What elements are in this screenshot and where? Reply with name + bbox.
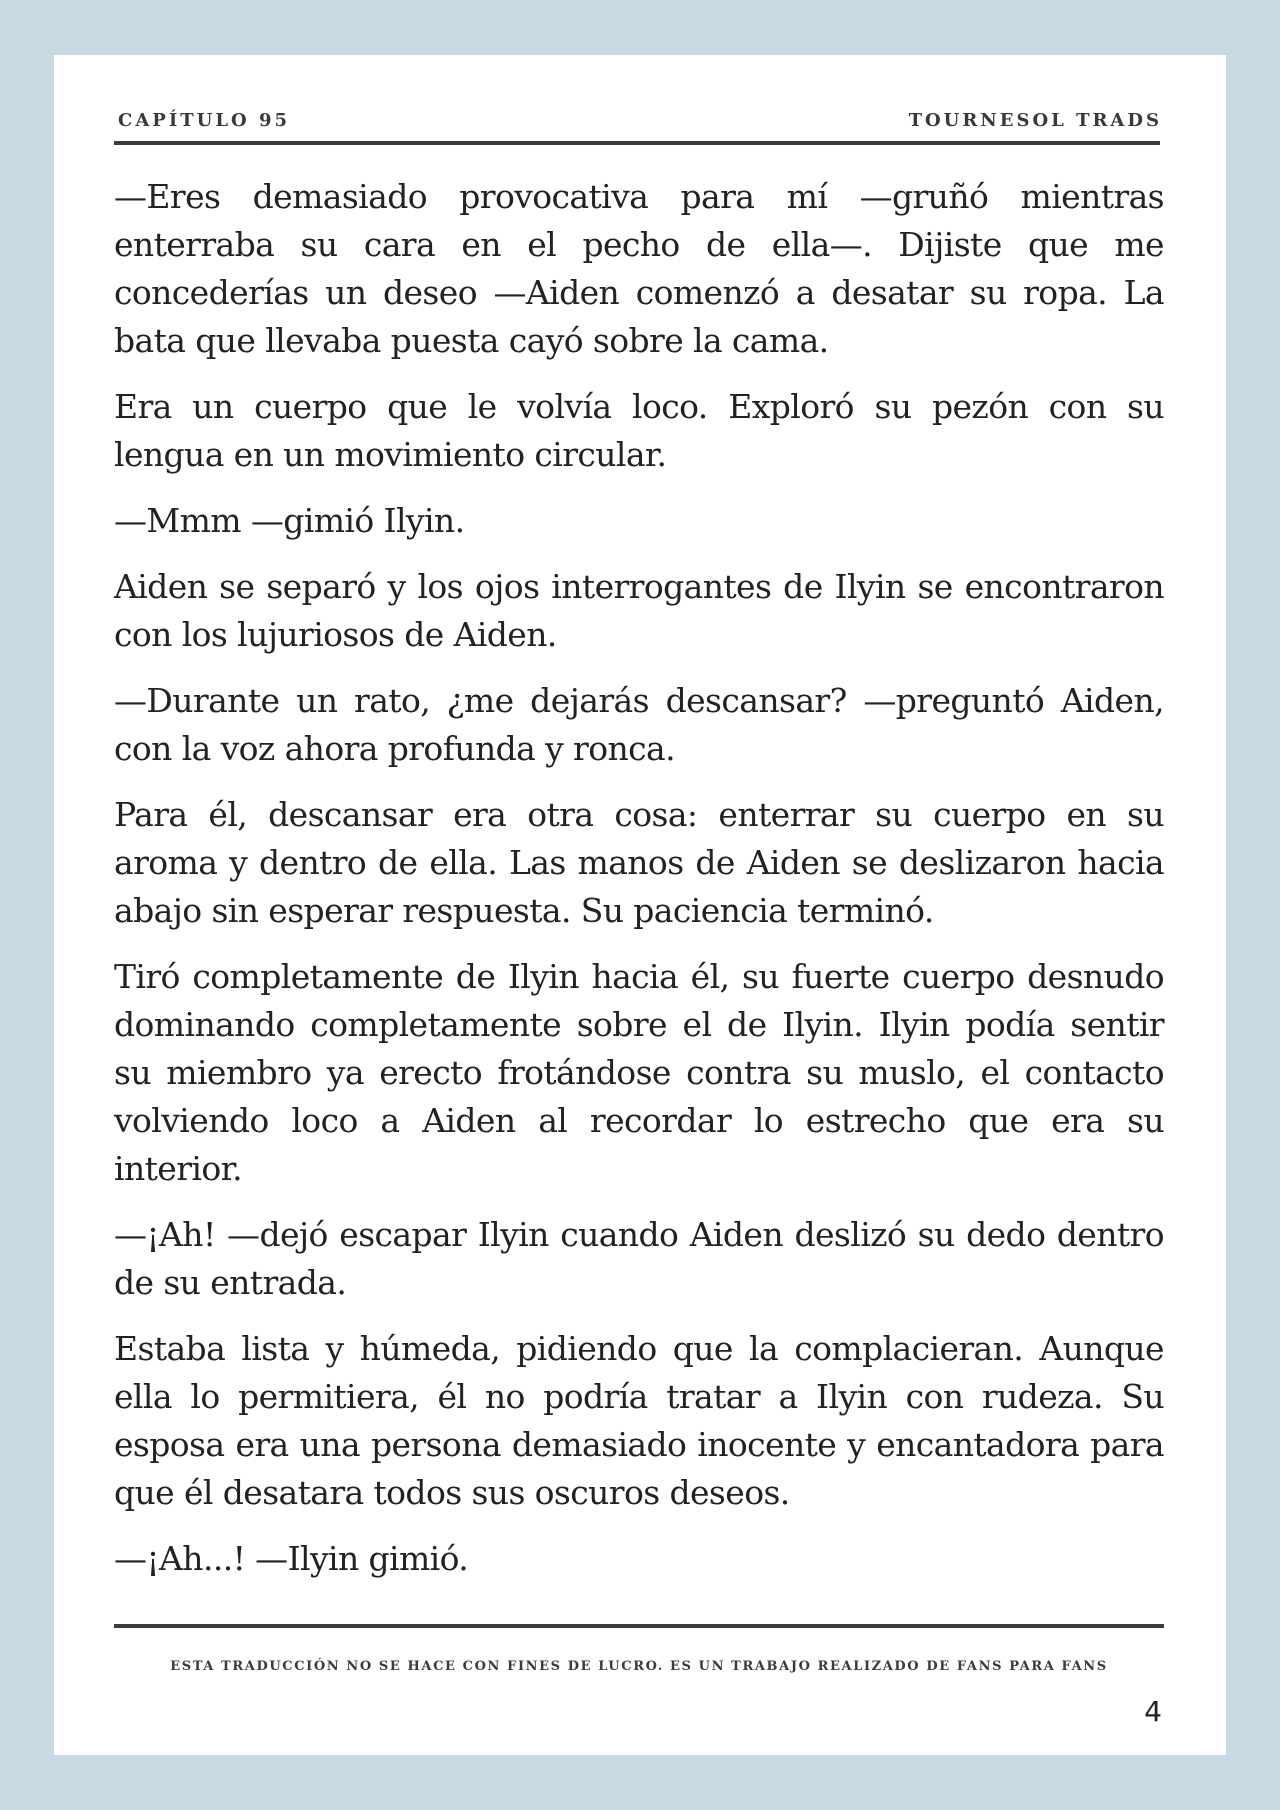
paragraph: —Eres demasiado provocativa para mí —gruñó mientras enterraba su cara en el pecho de ella—. Dijiste que me concederías un deseo —Aiden comenzó a desatar su ropa. La bata que llevaba puesta cayó sobre la cama. xyxy=(114,177,1164,360)
group-name: TOURNESOL TRADS xyxy=(908,110,1162,131)
paragraph: Tiró completamente de Ilyin hacia él, su fuerte cuerpo desnudo dominando completamente sobre el de Ilyin. Ilyin podía sentir su miembro ya erecto frotándose contra su muslo, el contacto volviendo loco a Aiden al recordar lo estrecho que era su interior. xyxy=(114,957,1164,1188)
paragraph: —Durante un rato, ¿me dejarás descansar? —preguntó Aiden, con la voz ahora profunda y ronca. xyxy=(114,681,1164,768)
footer-disclaimer: ESTA TRADUCCIÓN NO SE HACE CON FINES DE LUCRO. ES UN TRABAJO REALIZADO DE FANS PARA FANS xyxy=(170,1659,1108,1674)
header-divider xyxy=(114,141,1160,145)
paragraph: —¡Ah...! —Ilyin gimió. xyxy=(114,1539,469,1578)
document-page xyxy=(54,55,1226,1755)
paragraph: Para él, descansar era otra cosa: enterrar su cuerpo en su aroma y dentro de ella. Las manos de Aiden se deslizaron hacia abajo sin esperar respuesta. Su paciencia terminó. xyxy=(114,795,1164,930)
paragraph: —¡Ah! —dejó escapar Ilyin cuando Aiden deslizó su dedo dentro de su entrada. xyxy=(114,1215,1164,1302)
paragraph: —Mmm —gimió Ilyin. xyxy=(114,501,465,540)
paragraph: Era un cuerpo que le volvía loco. Exploró su pezón con su lengua en un movimiento circular. xyxy=(114,387,1164,474)
paragraph: Aiden se separó y los ojos interrogantes de Ilyin se encontraron con los lujuriosos de Aiden. xyxy=(114,567,1164,654)
footer-divider xyxy=(114,1624,1164,1628)
page-header xyxy=(118,103,1162,139)
page-number: 4 xyxy=(1144,1695,1162,1728)
chapter-title: CAPÍTULO 95 xyxy=(118,110,290,131)
paragraph: Estaba lista y húmeda, pidiendo que la complacieran. Aunque ella lo permitiera, él no podría tratar a Ilyin con rudeza. Su esposa era una persona demasiado inocente y encantadora para que él desatara todos sus oscuros deseos. xyxy=(114,1329,1164,1512)
page-body xyxy=(114,173,1164,1601)
